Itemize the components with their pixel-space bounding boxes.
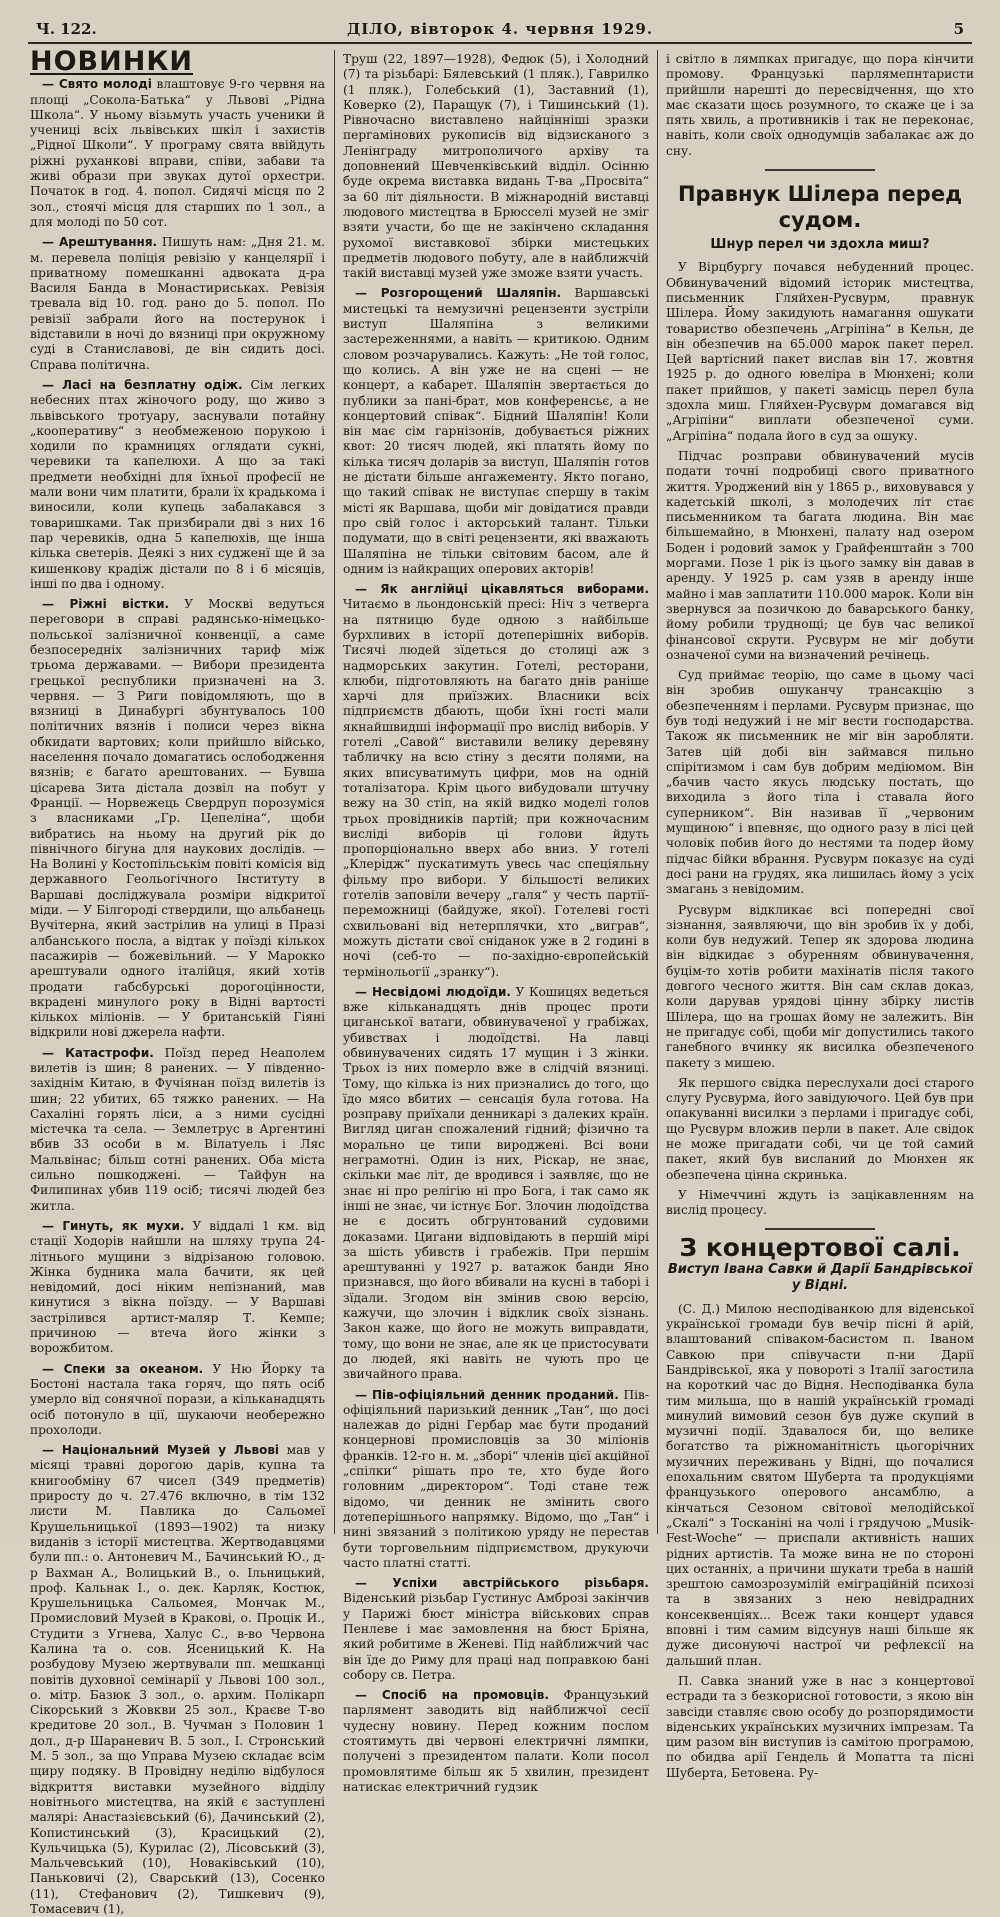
article-paragraph: (С. Д.) Милою несподіванкою для віденської української громади був вечір пісні й арій, влаштований співаком-басистом п. Іваном Савкою при співучасти п-ни Дарії Бандрівської, яка у повороті з Італії загостила на короткий час до Відня. Несподіванка була тим мильша, що в нашій українській громаді минулий вимовий сезон був дуже скупий в музичні події. Здавалося би, що велике богатство та ріжноманітність цьогорічних музичних переживань у Відні, що почалися епохальним святом Шуберта та продукціями французького оперового ансамблю, а кінчаться Сезоном світової мелодійської „Скалі“ з Тосканіні на чолі і грядучою „Musik-Fest-Woche“ — приспали активність наших рідних артистів. Та може вина не по стороні цих останніх, а причини шукати треба в нашій зрештою самозрозумілій еміграційній психозі та в звязаних з нею невідрадних консеквенціях... Всеж таки концерт удався вповні і тим самим відсунув наші більше як дуже дисонуючі настрої чи рефлексії на дальший план. [666,1301,974,1668]
news-item-lead: — Арештування. [42,235,158,250]
column-3 [666,52,974,1780]
article-divider [765,1228,875,1230]
news-item-text: У Ню Йорку та Бостоні настала така горяч, що пять осіб умерло від сонячної порази, а кільканадцять осіб потонуло в ції, шукаючи необережно прохолоди. [30,1361,326,1437]
news-item-lead: — Спеки за океаном. [42,1361,204,1376]
news-item [30,77,325,230]
news-item [30,378,325,592]
news-item-text: Читаємо в льондонській пресі: Ніч з четверга на пятницю буде одною з найбільше бурхливих в історії дотеперішніх виборів. Тисячі людей зїдеться до столиці аж з надморських закутин. Готелі, ресторани, клюби, підготовляють на багато днів раніше харчі для приїзжих. Власники всіх підприємств дбають, щоби їхні гості мали якнайшвидші інформації про вислід виборів. У готелі „Савой“ виставили велику деревяну табличку на всю стіну з десяти полями, на яких вписуватимуть цифри, мов на одній тоталізатора. Крім цього вибудовали штучну вежу на 30 стіп, на якій видко моделі голов трьох провідників партій; при кожночасним висліді виборів ці голови йдуть пропорціонально вверх або вниз. У готелі „Клерідж“ пускатимуть увесь час спеціяльну фільму про вибори. У більшості великих готелів заповіли вечеру „галя“ у честь партії-переможниці (байдуже, якої). Готелеві гості схвильовані від нетерплячки, хто „виграв“, можуть дістати свої сніданок уже в 2 годині в ночі (себ-то — по-західно-європейській термінольогії „зранку“). [343,597,649,979]
news-item [343,52,649,281]
news-item-lead: — Гинуть, як мухи. [42,1218,185,1233]
article-title: Правнук Шілера перед судом. [677,182,963,233]
issue-number: Ч. 122. [36,20,97,38]
article-body [666,260,974,1218]
news-item-lead: — Розгорощений Шаляпін. [355,286,562,301]
continued-text: і світло в лямпках пригадує, що пора кінчити промову. Французькі парлямепнтаристи прийшли нарешті до пересвідчення, що хто має сказати щось розумного, то скаже це і за пять хвиль, а противників і так не переконає, навіть, коли своїх однодумців забалакає аж до сну. [666,52,974,158]
section-title: НОВИНКИ [30,46,193,77]
article-paragraph: Суд приймає теорію, що саме в цьому часі він зробив ошуканчу трансакцію з обезпеченням і перлами. Русвурм признає, що був тоді недужий і не міг вести господарства. Також як письменник не міг він заробляти. Затев цій добі він займався пильно спірітизмом і сам був добрим медіюмом. Він „бачив часто якусь людську постать, що виходила з його тіла і ставала його суперником“. Він називав її „червоним мущиною“ і впевняє, що одного разу в лісі цей чоловік побив його до нестями та подер йому підчас бійки вбрання. Русвурм показує на суді досі рани на грудях, яка лишилась йому з усіх змагань з невідомим. [666,668,974,897]
article-paragraph: Підчас розправи обвинувачений мусів подати точні подробиці свого приватного життя. Уроджений він у 1865 р., виховувався у кадетській школі, з молодечих літ стає письменником та багата людина. Він має більшемайно, в Мюнхені, палату над озером Боден і родовий замок у Грайфенштайн з 700 моргами. Позе 1 рік із цього замку він давав в аренду. У 1925 р. сам узяв в аренду інше майно і мав заплатити 110.000 марок. Коли він звернувся за позичкою до баварського банку, йому робили труднощі; це був час великої фінансової скрути. Русвурм не міг добути означеної суми на визначений речінець. [666,448,974,662]
news-item-lead: — Національний Музей у Львові [42,1443,280,1458]
news-item-text: Поїзд перед Неаполем вилетів із шин; 8 ранених. — У південно-західнім Китаю, в Фучіянан поїзд вилетів із шин; 22 убитих, 65 тяжко ранених. — На Сахаліні горять ліси, а з ними сусідні містечка та села. — Землетрус в Аргентині вбив 33 особи в м. Вілатуель і Ляс Мальвінас; більш сотні ранених. Оба міста сильно пошкоджені. — Тайфун на Филипинах убив 119 осіб; тисячі людей без житла. [30,1045,326,1213]
news-item-text: Труш (22, 1897—1928), Федюк (5), і Холодний (7) та різьбарі: Бялевський (1 пляк.), Гаврилко (1 пляк.), Голебський (1), Заставний (1), Коверко (2), Паращук (7), і Тишинський (1). Рівночасно виставлено найцінніші зразки пергамінових рукописів від відзисканого з Ленінграду митрополичого архіву та доповнений Шевченківський відділ. Осінню буде окрема виставка видань Т-ва „Просвіта“ за 60 літ діяльности. В міжнародній виставці людового мистецтва в Брюсселі музей не зміг взяти участи, бо ще не закінчено складання рухомої виставкової збірки мистецьких предметів людового побуту, але в найближчій такій виставці музей уже зможе взяти участь. [343,52,649,281]
news-item-text: Варшавські мистецькі та немузичні рецензенти зустріли виступ Шаляпіна з великими застереженнями, а навіть — критикою. Одним словом розчарувались. Кажуть: „Не той голос, що колись. А він уже не на сцені — не концерт, а кабарет. Шаляпін звертається до публики за пані-брат, мов конференсьє, а не концертовий співак“. Бідний Шаляпін! Коли він має сім гарнізонів, добувається ріжних квот: 20 тисяч людей, які платять йому по кілька тисяч доларів за виступ, Шаляпін готов не дістати більше ангажементу. Якто погано, що такий співак не виступає спершу в такім місті як Варшава, щоби міг довідатися правди про свій голос і акторський талант. Тільки подумати, що в світі рецензенти, які вважають Шаляпіна не тільки світовим басом, але й одним із найкращих оперових акторів! [343,286,650,576]
article-paragraph: У Вірцбургу почався небуденний процес. Обвинувачений відомий історик мистецтва, письменник Гляйхен-Русвурм, правнук Шілера. Йому закидують намагання ошукати товариство обезпечень „Агріпіна“ в Кельн, де він обезпечив на 65.000 марок пакет перел. Цей вартісний пакет вислав він 17. жовтня 1925 р. до одного ювеліра в Мюнхені; коли пакет прийшов, у пакеті замісць перел була здохла миш. Гляйхен-Русвурм домагався від „Агріпіни“ виплати обезпеченої суми. „Агріпіна“ подала його в суд за ошуку. [666,260,974,443]
article-paragraph: Русвурм відкликає всі попередні свої зізнання, заявляючи, що він зробив їх у добі, коли був недужий. Тепер як здорова людина він відкидає з обуренням обвинувачення, буцім-то хотів робити махінатів після такого довгого чесного життя. Він сам склав доказ, коли дарував урядові цінну збірку листів Шілера, що на грошах йому не залежить. Він не пригадує собі, щоби міг допустились такого ганебного вчинку як висилка обезпеченого пакету з мишею. [666,902,974,1070]
news-item [30,597,325,1041]
article-paragraph: У Німеччині ждуть із зацікавленням на вислід процесу. [666,1187,974,1218]
article-subtitle: Виступ Івана Савки й Дарії Бандрівської у Відні. [667,1261,973,1293]
news-item-lead: — Успіхи австрійського різьбаря. [355,1576,649,1591]
news-item-lead: — Ласі на безплатну одіж. [42,377,243,392]
news-item-text: влаштовує 9-го червня на площі „Сокола-Батька“ у Львові „Рідна Школа“. У ньому візьмуть участь ученики й учениці всіх львівських шкіл і захистів „Рідної Школи“. У програму свята ввійдуть ріжні руханкові вправи, співи, забави та живі образи при звуках дутої орхестри. Початок в год. 4. попол. Сидячі місця по 2 зол., стоячі місця для старших по 1 зол., а для молоді по 50 сот. [30,77,325,229]
news-item-lead: — Як англійці цікавляться виборами. [355,582,649,597]
header-rule [28,42,972,44]
news-item [343,1688,649,1795]
page-header [28,18,972,42]
news-item [30,1046,325,1214]
news-item-text: мав у місяці травні дорогою дарів, купна та книгообміну 67 чисел (349 предметів) приросту до ч. 27.476 включно, в тім 132 листи М. Павлика до Сальомеї Крушельницької (1893—1902) та низку виданів з історії мистецтва. Жертводавцями були пп.: о. Антоневич М., Бачинський Ю., д-р Вахман А., Волицький В., о. Ільницький, проф. Кальнак І., о. дек. Карляк, Костюк, Крушельницька Сальомея, Мончак М., Промисловий Музей в Кракові, о. Процік И., Студити з Угнева, Халус С., в-во Червона Калина та о. сов. Ясеницький К. На розбудову Музею жертвували пп. мешканці повітів духовної семінарії у Львові 100 зол., о. мітр. Базюк 3 зол., о. архим. Полікарп Сікорський з Жовкви 25 зол., Краєве Т-во кредитове 20 зол., В. Чучман з Половин 1 дол., д-р Шараневич В. 5 зол., І. Стронський М. 5 зол., за що Управа Музею складає всім щиру подяку. В Провідну неділю відбулося відкриття виставки музейного відділу новітнього мистецтва, на якій є заступлені малярі: Анастазієвський (6), Дачинський (2), Копистинський (3), Красицький (2), Кульчицька (5), Курилас (2), Лісовський (3), Мальчевський (10), Новаківський (10), Паньковичі (2), Сварський (13), Сосенко (11), Стефанович (2), Тишкевич (9), Томасевич (1), [30,1443,326,1917]
news-item [30,1219,325,1357]
news-items [343,52,649,1795]
news-item [343,1576,649,1683]
column-divider [657,50,658,1534]
article-divider [765,169,875,171]
news-item-lead: — Ріжні вістки. [42,597,170,612]
news-item [343,1388,649,1572]
news-item [343,985,649,1383]
column-1 [30,46,326,1917]
news-item [30,1362,325,1438]
news-item-text: Пишуть нам: „Дня 21. м. м. перевела поліція ревізію у канцелярії і приватному помешканні адвоката д-ра Василя Банда в Монастириськах. Ревізія тревала від 10. год. рано до 5. попол. По ревізії забрали його на постерунок і відставили в ночі до вязниці при окружному суді в Станиславові, де він сидить досі. Справа політична. [30,235,326,372]
news-item-text: У віддалі 1 км. від стації Ходорів найшли на шляху трупа 24-літнього мущини з відрізаною головою. Жінка будника мала бачити, як цей невідомий, досі ніким непізнаний, мав кинутися з вікна поїзду. — У Варшаві застрілився артист-маляр Т. Кемпе; причиною — втеча його жінки з ворожбитом. [30,1218,326,1356]
article-subtitle: Шнур перел чи здохла миш? [710,237,930,253]
news-item-text: У Москві ведуться переговори в справі радянсько-німецько-польської залізничної конвенції, а саме безпосередніх залізничних тариф між трьома державами. — Вибори президента грецької республики призначені на 3. червня. — З Риги повідомляють, що в вязниці в Динабургі збунтувалось 100 політичних вязнів і полиси через вікна обкидати вартових; коли прийшло військо, населення почало домагатись ослободження вязнів; є багато арештованих. — Бувша цісарева Зита дістала дозвіл на побут у Франції. — Норвежець Свердруп порозуміся з власниками „Гр. Цепеліна“, щоби вибратись на ньому на другий рік до північного бігуна для наукових дослідів. — На Волині у Костопільськім повіті комісія від державного Геольогічного Інституту в Варшаві досліджувала розміри відкритої міди. — У Білгороді ствердили, що альбанець Вучітерна, який застрілив на улиці в Празі албанського посла, а відтак у поїзді кількох пасажирів — божевільний. — У Марокко арештували одного італійця, який хотів продати габсбурські дорогоцінности, вкрадені минулого року в Відні вартості кількох міліонів. — У британській Гіяні відкрили нові джерела нафти. [30,597,325,1040]
masthead: ДІЛО, вівторок 4. червня 1929. [346,20,654,38]
news-item-lead: — Пів-офіціяльний денник проданий. [355,1387,619,1402]
article-title: З концертової салі. [679,1233,961,1263]
news-item-text: Пів-офіціяльний паризький денник „Тан“, що досі належав до рідні Гербар має бути проданий концернові промисловців за 30 міліонів франків. 12-го н. м. „зборі“ членів цієї акційної „спілки“ рішать про те, хто буде його головним „директором“. Тоді стане теж відомо, чи денник не змінить свого дотеперішнього напрямку. Відомо, що „Тан“ і нині звязаний з політикою уряду не перестав бути торговельним підприємством, друкуючи часто платні статті. [343,1387,649,1570]
news-item [30,1443,325,1917]
article-body [666,1302,974,1781]
news-item-text: У Кошицях ведеться вже кільканадцять днів процес проти циганської ватаги, обвинуваченої у грабіжах, убивствах і людоїдстві. На лавці обвинувачених сидять 17 мущин і 3 жінки. Трьох із них померло вже в слідчій вязниці. Тому, що кілька із них признались до того, що їдо мясо вбитих — сенсація була готова. На розправу приїхали денникарі з далеких країн. Вигляд циган спожалений гідний; фізично та морально це типи вироджені. Всі вони неграмотні. Один із них, Ріскар, не знає, скільки має літ, де вродився і заявляє, що не знає ні про релігію ні про Бога, і так само як інші не знає, чи істнує Бог. Злочин людоїдства не є досить обгрунтований судовими доказами. Цигани відповідають в першій мірі за шість убивств і грабежів. При першім арештуванні у 1927 р. ватажок банди Яно признався, що його вбивали на кусні в таборі і зїдали. Згодом він змінив свою версію, кажучи, що злочин і відклик своїх зізнань. Закон каже, що його не можуть виправдати, тому, що вони не знає, але як це пристосувати до людей, які навіть не чують про це звичайного права. [343,984,649,1382]
news-item-text: Французький парлямент заводить від найближчої сесії чудесну новину. Перед кожним послом стоятимуть дві червоні електричні лямпки, получені з президентом палати. Коли посол промовлятиме більш як 5 хвилин, президент натискає електричний гудзик [343,1688,649,1794]
news-item [343,582,649,980]
news-item-lead: — Катастрофи. [42,1045,154,1060]
column-divider [334,50,335,1534]
news-item-lead: — Спосіб на промовців. [355,1688,549,1703]
news-item-text: Сім легких небесних птах жіночого роду, що живо з львівського тротуару, заснували потайну „кооперативу“ з необмеженою порукою і ходили по крамницях оглядати сукні, черевики та капелюхи. А що за такі предмети необхідні для їхньої професії не мали вони чим платити, брали їх крадькома і виносили, коли купець забалакався з товаришками. Так призбирали дві з них 16 пар черевиків, одна 5 капелюхів, ще інша кілька светерів. Деякі з них судженї ще й за кишенкову крадіж дістали по 8 і 6 місяців, інші по два і одному. [30,377,325,591]
news-item-lead: — Несвідомі людоїди. [355,984,511,999]
news-item [343,286,649,577]
news-item-lead: — Свято молоді [42,77,152,92]
article-paragraph: П. Савка знаний уже в нас з концертової естради та з безкорисної готовости, з якою він завсіди ставляє свою особу до розпорядимости віденських українських музичних імпрезам. Та цим разом він виступив із самітою програмою, по обидва арії Гендель й Мопатта та пісні Шуберта, Бетовена. Ру- [666,1673,974,1780]
article-paragraph: Як першого свідка переслухали досі старого слугу Русвурма, його завідуючого. Цей був при опакуванні висилки з перлами і пригадує собі, що Русвурм вложив перли в пакет. Але свідок не може пригадати собі, чи це той самий пакет, який був висланий до Мюнхен як обезпечена цінна скринька. [666,1075,974,1182]
news-items [30,77,325,1917]
news-item [30,235,325,373]
column-2 [343,52,650,1794]
news-item-text: Віденський різьбар Густинус Амброзі закінчив у Парижі бюст міністра військових справ Пенлеве і має замовлення на бюст Бріяна, який робитиме в Женеві. Під найближчий час він їде до Риму для праці над поправкою бані собору св. Петра. [343,1591,649,1682]
page-number: 5 [953,20,964,38]
